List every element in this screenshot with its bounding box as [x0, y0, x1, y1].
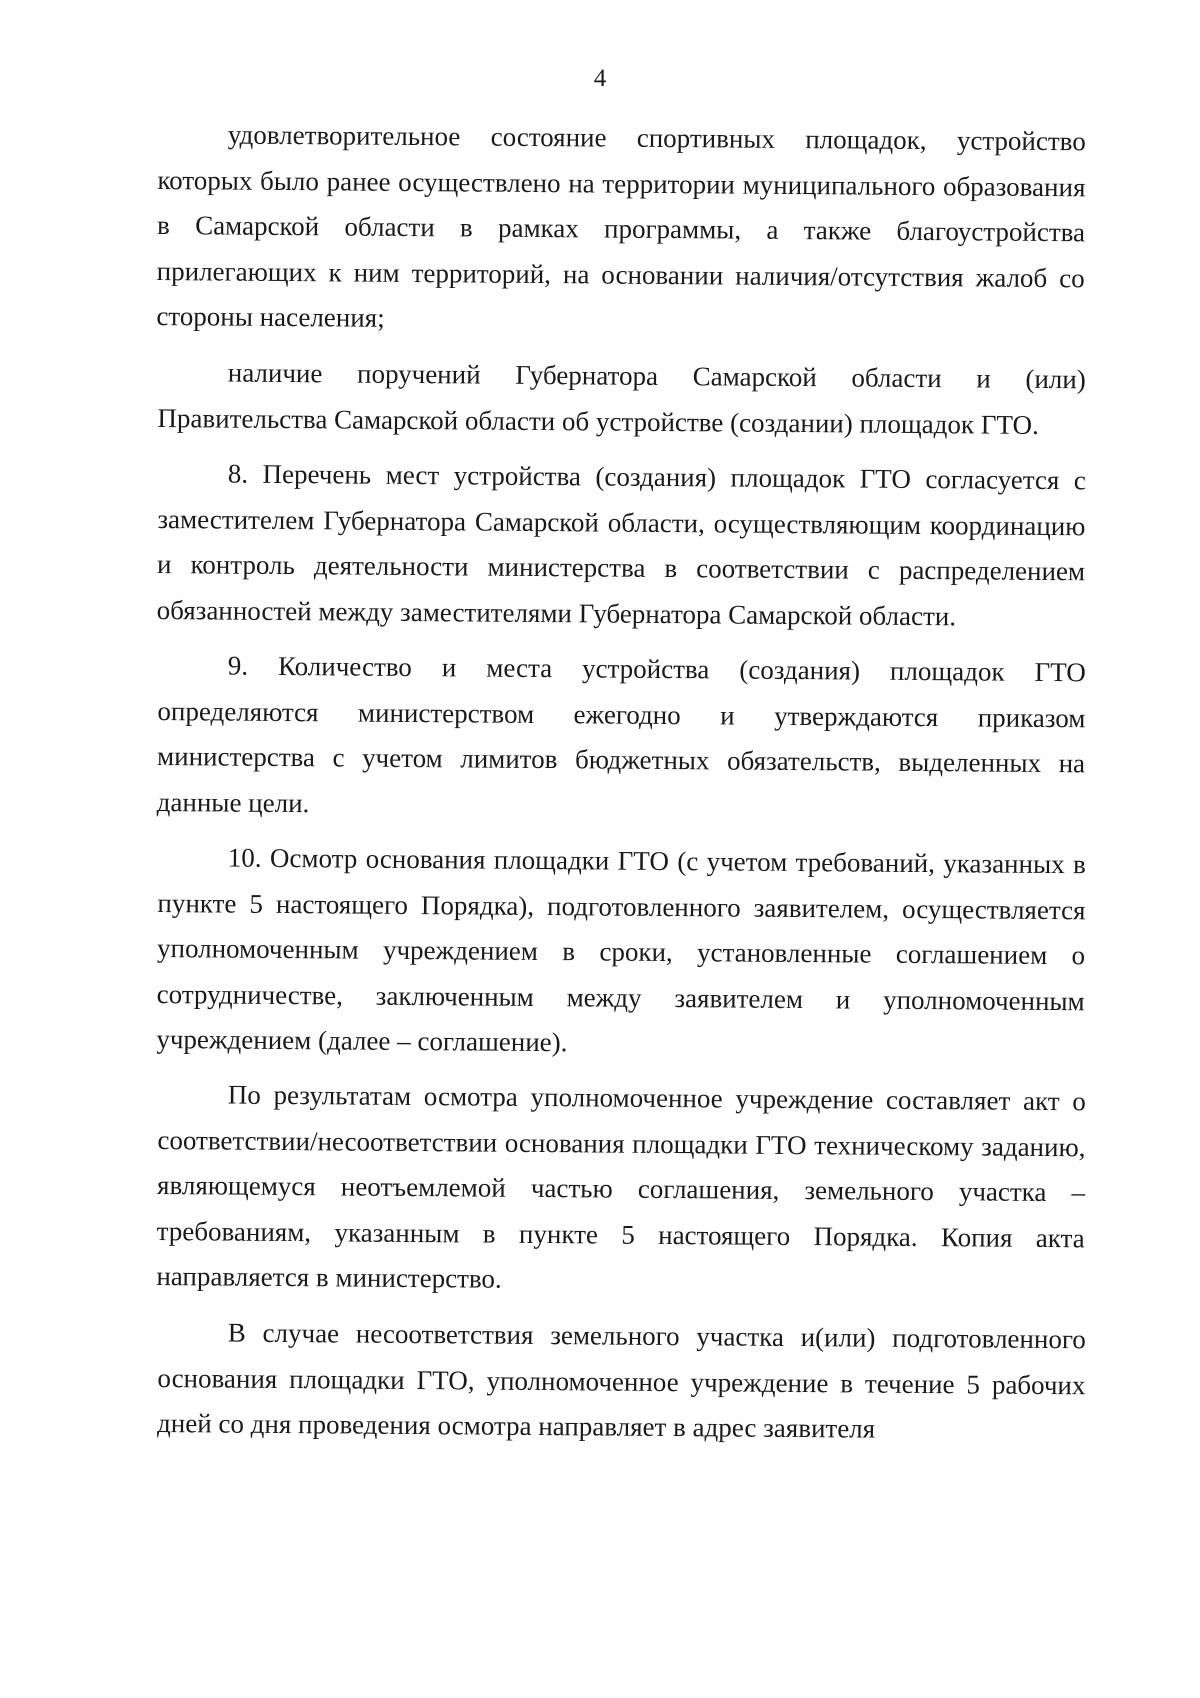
paragraph-nonconformity: В случае несоответствия земельного участка и(или) подготовленного основания площадки ГТО, уполномоченное учреждение в течение 5 рабочих дней со дня проведения осмотра направляет в адрес заявителя: [156, 1317, 1086, 1444]
document-body: [158, 112, 1086, 1446]
paragraph-governor-instructions: наличие поручений Губернатора Самарской области и (или) Правительства Самарской области об устройстве (создании) площадок ГТО.: [157, 357, 1086, 439]
paragraph-item-10: 10. Осмотр основания площадки ГТО (с учетом требований, указанных в пункте 5 настоящего Порядка), подготовленного заявителем, осуществляется уполномоченным учреждением в сроки, установленные соглашением о сотрудничестве, заключенным между заявителем и уполномоченным учреждением (далее – соглашение).: [156, 842, 1086, 1057]
page-number: 4: [593, 65, 607, 92]
paragraph-item-9: 9. Количество и места устройства (создания) площадок ГТО определяются министерством ежегодно и утверждаются приказом министерства с учетом лимитов бюджетных обязательств, выделенных на данные цели.: [156, 650, 1086, 818]
paragraph-playground-condition: удовлетворительное состояние спортивных площадок, устройство которых было ранее осуществлено на территории муниципального образования в Самарской области в рамках программы, а также благоустройства прилегающих к ним территорий, на основании наличия/отсутствия жалоб со стороны населения;: [156, 119, 1086, 333]
paragraph-item-8: 8. Перечень мест устройства (создания) площадок ГТО согласуется с заместителем Губернатора Самарской области, осуществляющим координацию и контроль деятельности министерства в соответствии с распределением обязанностей между заместителями Губернатора Самарской области.: [156, 458, 1086, 631]
paragraph-inspection-act: По результатам осмотра уполномоченное учреждение составляет акт о соответствии/несоответствии основания площадки ГТО техническому заданию, являющемуся неотъемлемой частью соглашения, земельного участка – требованиям, указанным в пункте 5 настоящего Порядка. Копия акта направляется в министерство.: [156, 1079, 1086, 1294]
